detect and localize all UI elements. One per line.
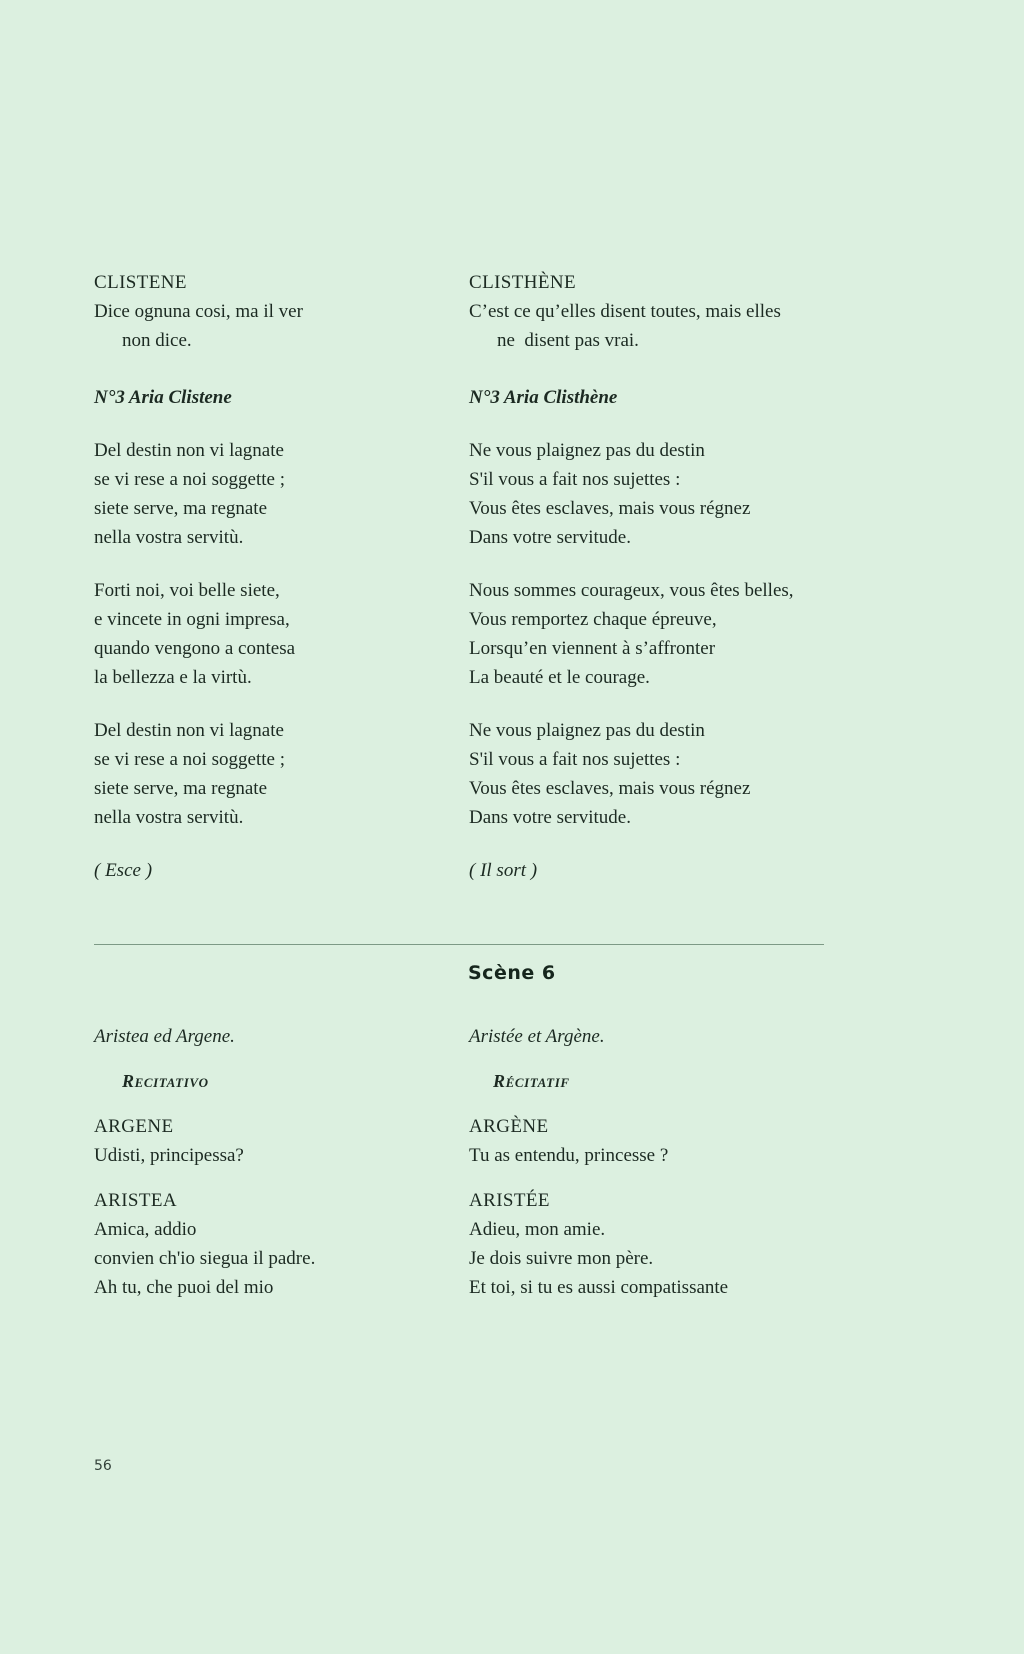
dialogue-line: convien ch'io siegua il padre.: [94, 1248, 316, 1269]
verse-line: Ne vous plaignez pas du destin: [469, 720, 705, 741]
character-list: Aristea ed Argene.: [94, 1026, 235, 1047]
spacer: [94, 1096, 469, 1112]
dialogue-block: [94, 1112, 469, 1170]
verse-line: e vincete in ogni impresa,: [94, 609, 290, 630]
dialogue-line: Et toi, si tu es aussi compatissante: [469, 1277, 729, 1298]
verse-line: siete serve, ma regnate: [94, 498, 268, 519]
speaker-name: CLISTHÈNE: [469, 272, 577, 293]
speaker-name: CLISTENE: [94, 272, 187, 293]
recitative-label: Recitativo: [122, 1071, 209, 1091]
dialogue-line: non dice.: [122, 330, 192, 351]
spacer: [469, 552, 844, 576]
verse-line: Ne vous plaignez pas du destin: [469, 440, 705, 461]
verse-line: quando vengono a contesa: [94, 638, 296, 659]
column-italian: [94, 1022, 469, 1302]
spacer: [94, 1170, 469, 1186]
verse-line: siete serve, ma regnate: [94, 778, 268, 799]
spacer: [94, 412, 469, 436]
verse-line: La beauté et le courage.: [469, 667, 650, 688]
spacer: [469, 355, 844, 383]
dialogue-line: Tu as entendu, princesse ?: [469, 1145, 669, 1166]
aria-title: N°3 Aria Clisthène: [469, 387, 618, 408]
speaker-name: ARGÈNE: [469, 1116, 549, 1137]
aria-stanza: [469, 716, 844, 832]
column-french: [469, 1022, 844, 1302]
aria-stanza: [469, 436, 844, 552]
spacer: [469, 1096, 844, 1112]
verse-line: Nous sommes courageux, vous êtes belles,: [469, 580, 794, 601]
dialogue-block: [94, 268, 469, 355]
verse-line: la bellezza e la virtù.: [94, 667, 252, 688]
dialogue-block: [94, 1186, 469, 1302]
verse-line: Vous êtes esclaves, mais vous régnez: [469, 778, 751, 799]
column-italian: [94, 268, 469, 885]
verse-line: Dans votre servitude.: [469, 527, 631, 548]
dialogue-line: C’est ce qu’elles disent toutes, mais elles: [469, 301, 781, 322]
verse-line: Dans votre servitude.: [469, 807, 631, 828]
verse-line: Lorsqu’en viennent à s’affronter: [469, 638, 716, 659]
spacer: [469, 1170, 844, 1186]
dialogue-line: Adieu, mon amie.: [469, 1219, 606, 1240]
verse-line: Vous remportez chaque épreuve,: [469, 609, 717, 630]
spacer: [469, 1051, 844, 1067]
speaker-name: ARGENE: [94, 1116, 174, 1137]
spacer: [469, 412, 844, 436]
dialogue-block: [469, 1112, 844, 1170]
page-number: 56: [94, 1458, 112, 1474]
aria-stanza: [94, 576, 469, 692]
spacer: [94, 692, 469, 716]
character-list: Aristée et Argène.: [469, 1026, 605, 1047]
verse-line: S'il vous a fait nos sujettes :: [469, 469, 681, 490]
spacer: [469, 832, 844, 856]
stage-direction: ( Esce ): [94, 860, 153, 881]
dialogue-line: Dice ognuna cosi, ma il ver: [94, 301, 303, 322]
spacer: [94, 1051, 469, 1067]
dialogue-line: Amica, addio: [94, 1219, 197, 1240]
aria-stanza: [469, 576, 844, 692]
spacer: [469, 692, 844, 716]
two-column-layout: [94, 268, 864, 885]
verse-line: se vi rese a noi soggette ;: [94, 469, 286, 490]
scene-heading: Scène 6: [468, 962, 556, 984]
dialogue-block: [469, 268, 844, 355]
stage-direction: ( Il sort ): [469, 860, 538, 881]
spacer: [94, 355, 469, 383]
spacer: [94, 552, 469, 576]
verse-line: Del destin non vi lagnate: [94, 720, 284, 741]
spacer: [94, 832, 469, 856]
dialogue-block: [469, 1186, 844, 1302]
two-column-layout: [94, 1022, 864, 1302]
speaker-name: ARISTÉE: [469, 1190, 550, 1211]
dialogue-line: Je dois suivre mon père.: [469, 1248, 654, 1269]
dialogue-line: ne disent pas vrai.: [497, 330, 639, 351]
scene-6-content: [94, 1022, 864, 1302]
verse-line: nella vostra servitù.: [94, 527, 244, 548]
verse-line: S'il vous a fait nos sujettes :: [469, 749, 681, 770]
verse-line: nella vostra servitù.: [94, 807, 244, 828]
speaker-name: ARISTEA: [94, 1190, 178, 1211]
aria-stanza: [94, 436, 469, 552]
aria-title: N°3 Aria Clistene: [94, 387, 232, 408]
verse-line: se vi rese a noi soggette ;: [94, 749, 286, 770]
verse-line: Vous êtes esclaves, mais vous régnez: [469, 498, 751, 519]
column-french: [469, 268, 844, 885]
dialogue-line: Ah tu, che puoi del mio: [94, 1277, 274, 1298]
aria-stanza: [94, 716, 469, 832]
scene-5-content: [94, 268, 864, 885]
recitative-label: Récitatif: [493, 1071, 570, 1091]
verse-line: Forti noi, voi belle siete,: [94, 580, 280, 601]
section-divider: [94, 944, 824, 945]
verse-line: Del destin non vi lagnate: [94, 440, 284, 461]
dialogue-line: Udisti, principessa?: [94, 1145, 244, 1166]
